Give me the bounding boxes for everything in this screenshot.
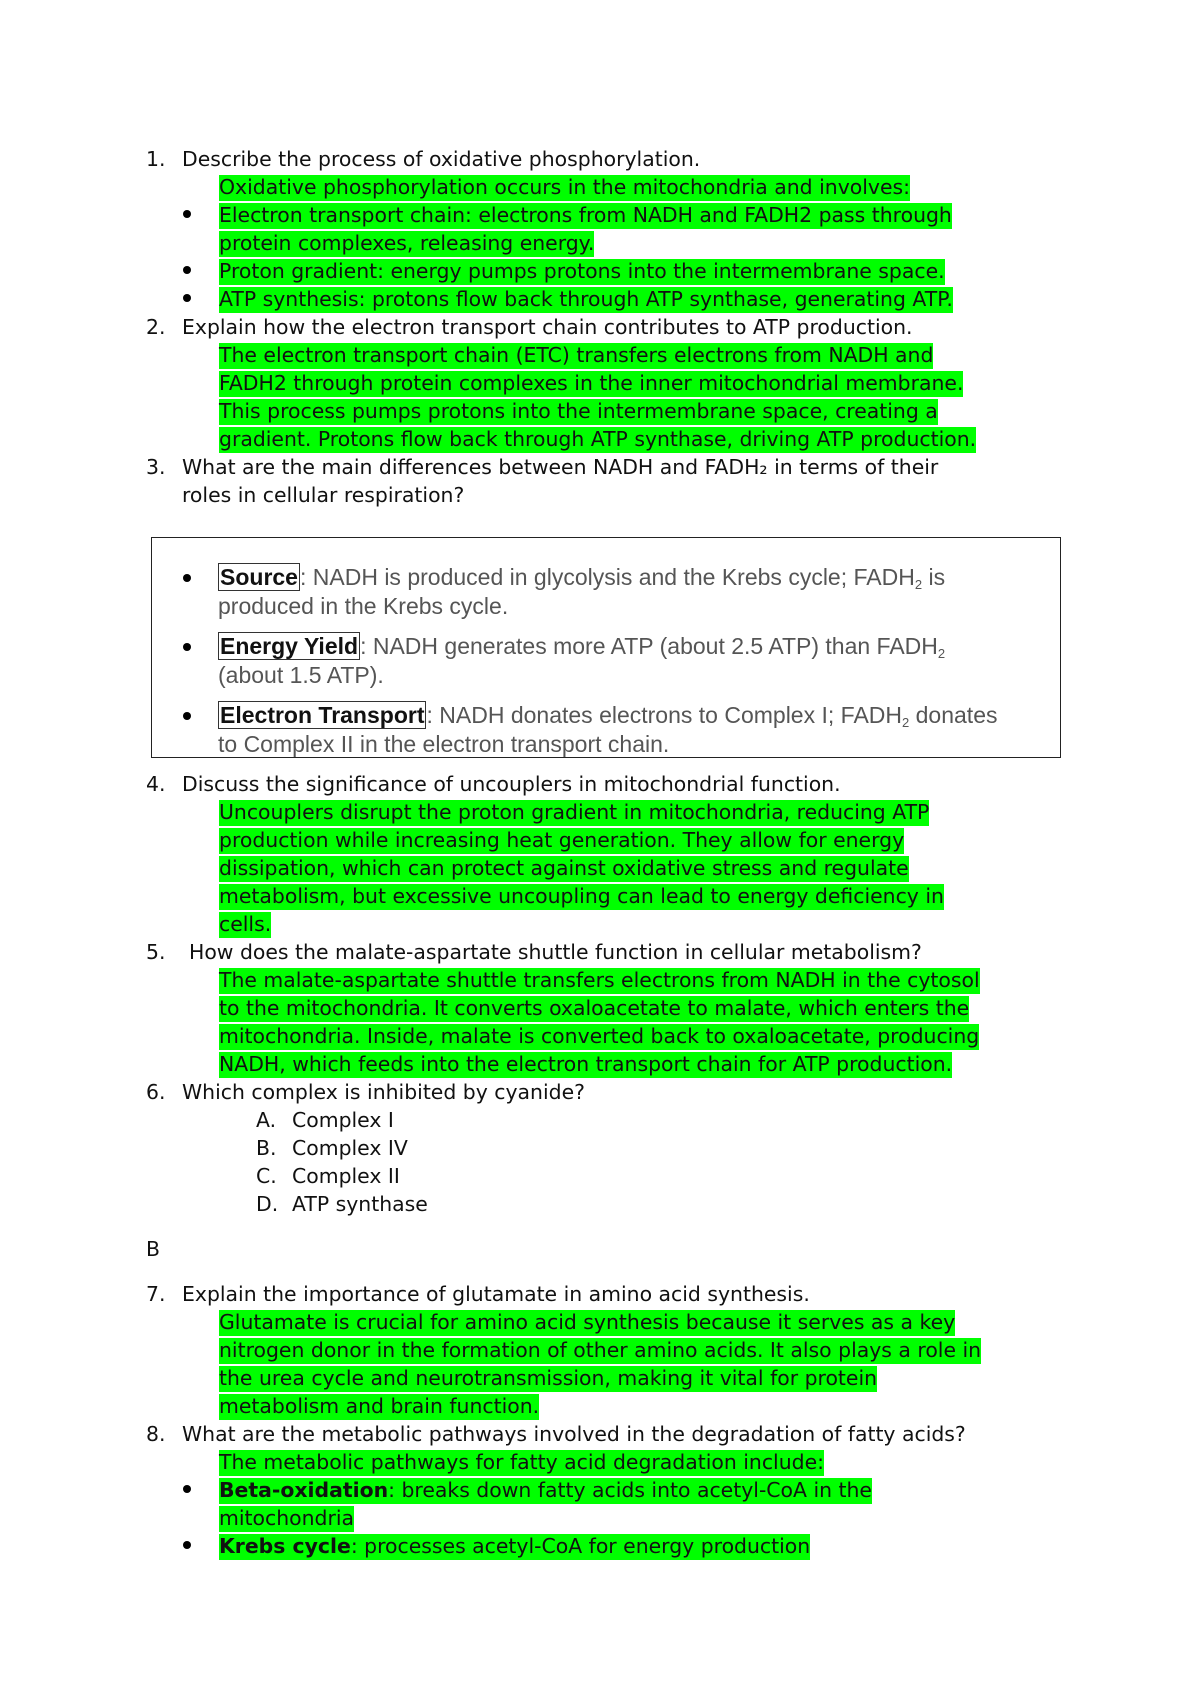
q8-bullet-1-line-2: mitochondria [219,1506,355,1530]
q5-number: 5. [146,940,166,964]
q2-answer-line-1: The electron transport chain (ETC) transfers electrons from NADH and [219,343,934,367]
q6-number: 6. [146,1080,166,1104]
q1-bullet-3: ATP synthesis: protons flow back through ATP synthase, generating ATP. [219,287,953,311]
q2-answer-line-3: This process pumps protons into the intermembrane space, creating a [219,399,938,423]
q2-answer-line-4: gradient. Protons flow back through ATP synthase, driving ATP production. [219,427,977,451]
bullet-icon [183,210,191,218]
beta-oxidation-term: Beta-oxidation [219,1478,389,1502]
option-text: Complex II [292,1164,400,1188]
q3-question-line-2: roles in cellular respiration? [182,483,465,507]
q7-answer-line-4: metabolism and brain function. [219,1394,540,1418]
q7-number: 7. [146,1282,166,1306]
bullet-icon [183,643,191,651]
bullet-icon [183,266,191,274]
q8-answer-intro: The metabolic pathways for fatty acid degradation include: [219,1450,825,1474]
q7-answer-line-1: Glutamate is crucial for amino acid synthesis because it serves as a key [219,1310,956,1334]
option-text: Complex I [292,1108,394,1132]
q4-number: 4. [146,772,166,796]
q8-number: 8. [146,1422,166,1446]
q4-answer-line-2: production while increasing heat generation. They allow for energy [219,828,905,852]
option-letter: A. [256,1108,277,1132]
q1-bullet-1-line-2: protein complexes, releasing energy. [219,231,595,255]
bullet-icon [183,1541,191,1549]
q4-answer-line-4: metabolism, but excessive uncoupling can lead to energy deficiency in [219,884,944,908]
q1-bullet-1-line-1: Electron transport chain: electrons from NADH and FADH2 pass through [219,203,952,227]
electron-transport-line-1: Electron Transport: NADH donates electrons to Complex I; $FADH_2$ donates [220,702,998,730]
q3-number: 3. [146,455,166,479]
q4-answer-line-1: Uncouplers disrupt the proton gradient in mitochondria, reducing ATP [219,800,930,824]
electron-transport-line-2: to Complex II in the electron transport chain. [218,731,670,757]
energy-yield-line-2: (about 1.5 ATP). [218,662,384,688]
bullet-icon [183,294,191,302]
q2-number: 2. [146,315,166,339]
bullet-icon [183,1485,191,1493]
q6-question: Which complex is inhibited by cyanide? [182,1080,585,1104]
q5-answer-line-4: NADH, which feeds into the electron transport chain for ATP production. [219,1052,953,1076]
bullet-icon [183,712,191,720]
q1-number: 1. [146,147,166,171]
q2-answer-line-2: FADH2 through protein complexes in the inner mitochondrial membrane. [219,371,964,395]
krebs-cycle-term: Krebs cycle [219,1534,351,1558]
option-letter: B. [256,1136,277,1160]
q1-bullet-2: Proton gradient: energy pumps protons into the intermembrane space. [219,259,945,283]
source-line-1: Source: NADH is produced in glycolysis and the Krebs cycle; $FADH_2$ is [220,564,946,592]
q5-answer-line-2: to the mitochondria. It converts oxaloacetate to malate, which enters the [219,996,970,1020]
q8-question: What are the metabolic pathways involved in the degradation of fatty acids? [182,1422,966,1446]
source-term: Source [220,564,298,590]
q6-answer: B [146,1237,160,1261]
q1-answer-intro: Oxidative phosphorylation occurs in the mitochondria and involves: [219,175,911,199]
q8-bullet-2: Krebs cycle: processes acetyl-CoA for energy production [219,1534,811,1558]
option-letter: C. [256,1164,277,1188]
q1-question: Describe the process of oxidative phosphorylation. [182,147,701,171]
q3-question-line-1: What are the main differences between NADH and FADH₂ in terms of their [182,455,939,479]
option-text: Complex IV [292,1136,408,1160]
q4-answer-line-3: dissipation, which can protect against oxidative stress and regulate [219,856,909,880]
q2-question: Explain how the electron transport chain contributes to ATP production. [182,315,913,339]
option-text: ATP synthase [292,1192,428,1216]
q4-question: Discuss the significance of uncouplers in mitochondrial function. [182,772,841,796]
option-letter: D. [256,1192,279,1216]
source-line-2: produced in the Krebs cycle. [218,593,509,619]
q7-answer-line-2: nitrogen donor in the formation of other amino acids. It also plays a role in [219,1338,982,1362]
q5-question: How does the malate-aspartate shuttle function in cellular metabolism? [189,940,922,964]
q5-answer-line-1: The malate-aspartate shuttle transfers electrons from NADH in the cytosol [219,968,980,992]
q5-answer-line-3: mitochondria. Inside, malate is converted back to oxaloacetate, producing [219,1024,980,1048]
q7-answer-line-3: the urea cycle and neurotransmission, making it vital for protein [219,1366,878,1390]
q8-bullet-1-line-1: Beta-oxidation: breaks down fatty acids into acetyl-CoA in the [219,1478,872,1502]
bullet-icon [183,574,191,582]
energy-yield-term: Energy Yield [220,633,359,659]
q4-answer-line-5: cells. [219,912,272,936]
q7-question: Explain the importance of glutamate in amino acid synthesis. [182,1282,810,1306]
energy-yield-line-1: Energy Yield: NADH generates more ATP (about 2.5 ATP) than $FADH_2$ [220,633,946,661]
electron-transport-term: Electron Transport [220,702,425,728]
